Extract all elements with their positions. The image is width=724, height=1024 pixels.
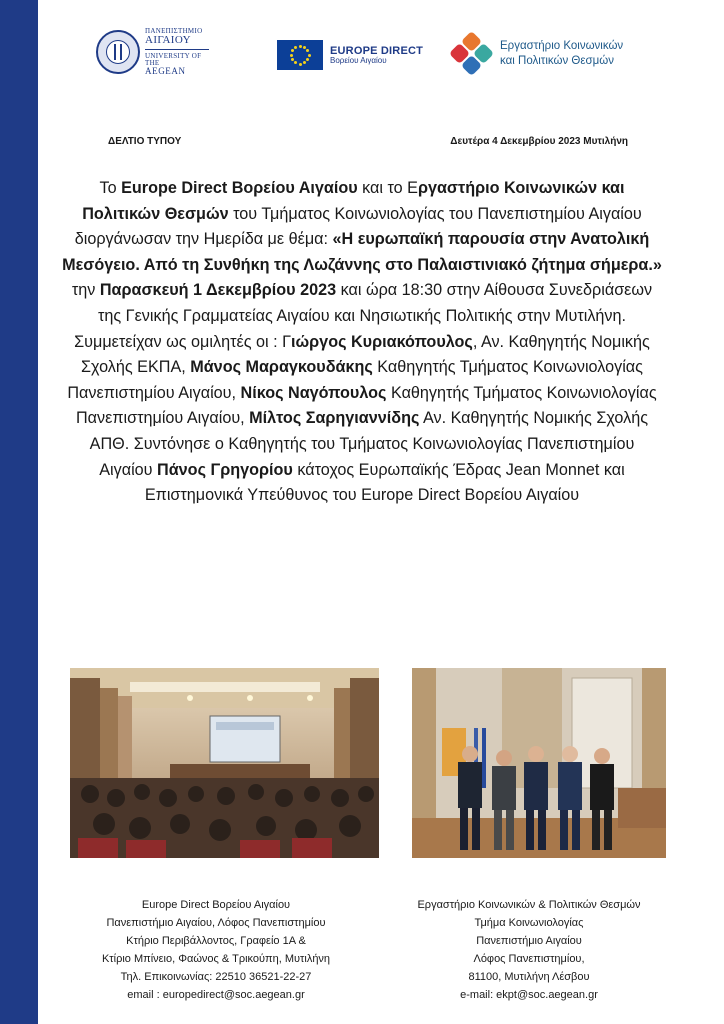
body-bold-speaker-nagopoulos: Νίκος Ναγόπουλος xyxy=(240,383,387,402)
footer-right-line: Τμήμα Κοινωνιολογίας xyxy=(474,917,584,929)
body-text-segment: και το Ε xyxy=(357,179,418,197)
eu-star-icon xyxy=(299,63,302,66)
body-text-segment: Καθηγητής Τμήματος Κοινωνιολογίας Πανεπιστημίου Αιγαίου, xyxy=(75,383,657,428)
press-release-label: ΔΕΛΤΙΟ ΤΥΠΟΥ xyxy=(108,136,182,147)
speakers-group-photo xyxy=(412,668,666,858)
footer-right-email[interactable]: e-mail: ekpt@soc.aegean.gr xyxy=(460,989,598,1001)
body-bold-speaker-sarigiannidis: Μίλτος Σαρηγιαννίδης xyxy=(249,409,420,428)
footer-left-line: Πανεπιστήμιο Αιγαίου, Λόφος Πανεπιστημίου xyxy=(106,917,326,929)
europe-direct-logo xyxy=(277,40,423,70)
eu-star-icon xyxy=(294,61,297,64)
conference-hall-photo xyxy=(70,668,379,858)
europe-direct-subtitle: Βορείου Αιγαίου xyxy=(330,55,387,65)
university-seal-icon xyxy=(96,30,140,74)
eu-star-icon xyxy=(294,46,297,49)
body-bold-europe-direct: Europe Direct Βορείου Αιγαίου xyxy=(121,179,358,197)
body-text-segment: Το xyxy=(99,179,122,197)
body-text-segment: Καθηγητής Τμήματος Κοινωνιολογίας Πανεπιστημίου Αιγαίου, xyxy=(67,358,643,402)
body-bold-lab-name: ργαστήριο Κοινωνικών και Πολιτικών Θεσμών xyxy=(82,179,625,223)
lab-mark-icon xyxy=(452,34,490,74)
footer-left-line: Κτίριο Μπίνειο, Φαώνος & Τρικούπη, Μυτιλήνη xyxy=(101,953,331,965)
eu-star-icon xyxy=(291,49,294,52)
body-text-segment: Αν. Καθηγητής Νομικής Σχολής ΑΠΘ. Συντόνησε ο Καθηγητής του Τμήματος Κοινωνιολογίας Πανεπιστημίου Αιγαίου xyxy=(89,409,649,479)
body-bold-event-date: Παρασκευή 1 Δεκεμβρίου 2023 xyxy=(99,281,337,300)
europe-direct-title: EUROPE DIRECT xyxy=(330,44,424,57)
university-latin-big: AEGEAN xyxy=(145,66,186,76)
body-bold-speaker-maragkoudakis: Μάνος Μαραγκουδάκης xyxy=(190,358,373,377)
body-text-segment: και ώρα 18:30 στην Αίθουσα Συνεδριάσεων της Γενικής Γραμματείας Αιγαίου και Νησιωτικής Πολιτικής στην Μυτιλήνη. Συμμετείχαν ως ομιλητές οι : Γ xyxy=(74,281,653,351)
university-latin-small: UNIVERSITY OF THE xyxy=(145,52,202,67)
footer-left-email[interactable]: email : europedirect@soc.aegean.gr xyxy=(127,989,305,1001)
footer-left-line: Europe Direct Βορείου Αιγαίου xyxy=(141,899,291,911)
eu-star-icon xyxy=(299,45,302,48)
footer-right-line: Πανεπιστήμιο Αιγαίου xyxy=(476,935,582,947)
footer-left-line: Τηλ. Επικοινωνίας: 22510 36521-22-27 xyxy=(120,971,312,983)
left-margin-stripe xyxy=(0,0,38,1024)
university-greek-small: ΠΑΝΕΠΙΣΤΗΜΙΟ xyxy=(145,27,203,35)
footer-europe-direct-contact xyxy=(66,896,366,1004)
eu-star-icon xyxy=(306,49,309,52)
university-logo-text xyxy=(145,28,216,76)
footer-right-line: Εργαστήριο Κοινωνικών & Πολιτικών Θεσμών xyxy=(417,899,641,911)
body-bold-moderator-grigoriou: Πάνος Γρηγορίου xyxy=(157,460,293,479)
eu-star-icon xyxy=(303,61,306,64)
body-bold-event-title: «Η ευρωπαϊκή παρουσία στην Ανατολική Μεσόγειο. Από τη Συνθήκη της Λωζάννης στο Παλαιστινιακό ζήτημα σήμερα.» xyxy=(62,230,662,274)
university-greek-big: ΑΙΓΑΙΟΥ xyxy=(145,34,192,46)
body-text-segment: , Αν. Καθηγητής Νομικής Σχολής ΕΚΠΑ, xyxy=(81,332,650,377)
date-place-label: Δευτέρα 4 Δεκεμβρίου 2023 Μυτιλήνη xyxy=(450,136,628,147)
eu-star-icon xyxy=(308,54,311,57)
footer-right-line: Λόφος Πανεπιστημίου, xyxy=(473,953,585,965)
footer-lab-contact xyxy=(384,896,674,1004)
footer-right-line: 81100, Μυτιλήνη Λέσβου xyxy=(468,971,590,983)
eu-star-icon xyxy=(291,58,294,61)
eu-star-icon xyxy=(290,54,293,57)
body-bold-speaker-kyriakopoulos: ιώργος Κυριακόπουλος xyxy=(291,332,473,351)
press-release-body xyxy=(62,176,662,509)
body-text-segment: του Τμήματος Κοινωνιολογίας του Πανεπιστημίου Αιγαίου διοργάνωσαν την Ημερίδα με θέμα: xyxy=(74,204,642,249)
body-text-segment: την xyxy=(71,281,100,300)
university-aegean-logo xyxy=(96,28,216,76)
lab-name-line2: και Πολιτικών Θεσμών xyxy=(500,55,614,67)
eu-flag-icon xyxy=(277,40,323,70)
lab-logo xyxy=(452,34,623,74)
lab-name-line1: Εργαστήριο Κοινωνικών xyxy=(500,40,624,53)
footer-left-line: Κτήριο Περιβάλλοντος, Γραφείο 1Α & xyxy=(126,935,306,947)
eu-star-icon xyxy=(306,58,309,61)
eu-star-icon xyxy=(303,46,306,49)
body-text-segment: κάτοχος Ευρωπαϊκής Έδρας Jean Monnet και Επιστημονικά Υπεύθυνος του Europe Direct Βορείου Αιγαίου xyxy=(144,460,625,505)
